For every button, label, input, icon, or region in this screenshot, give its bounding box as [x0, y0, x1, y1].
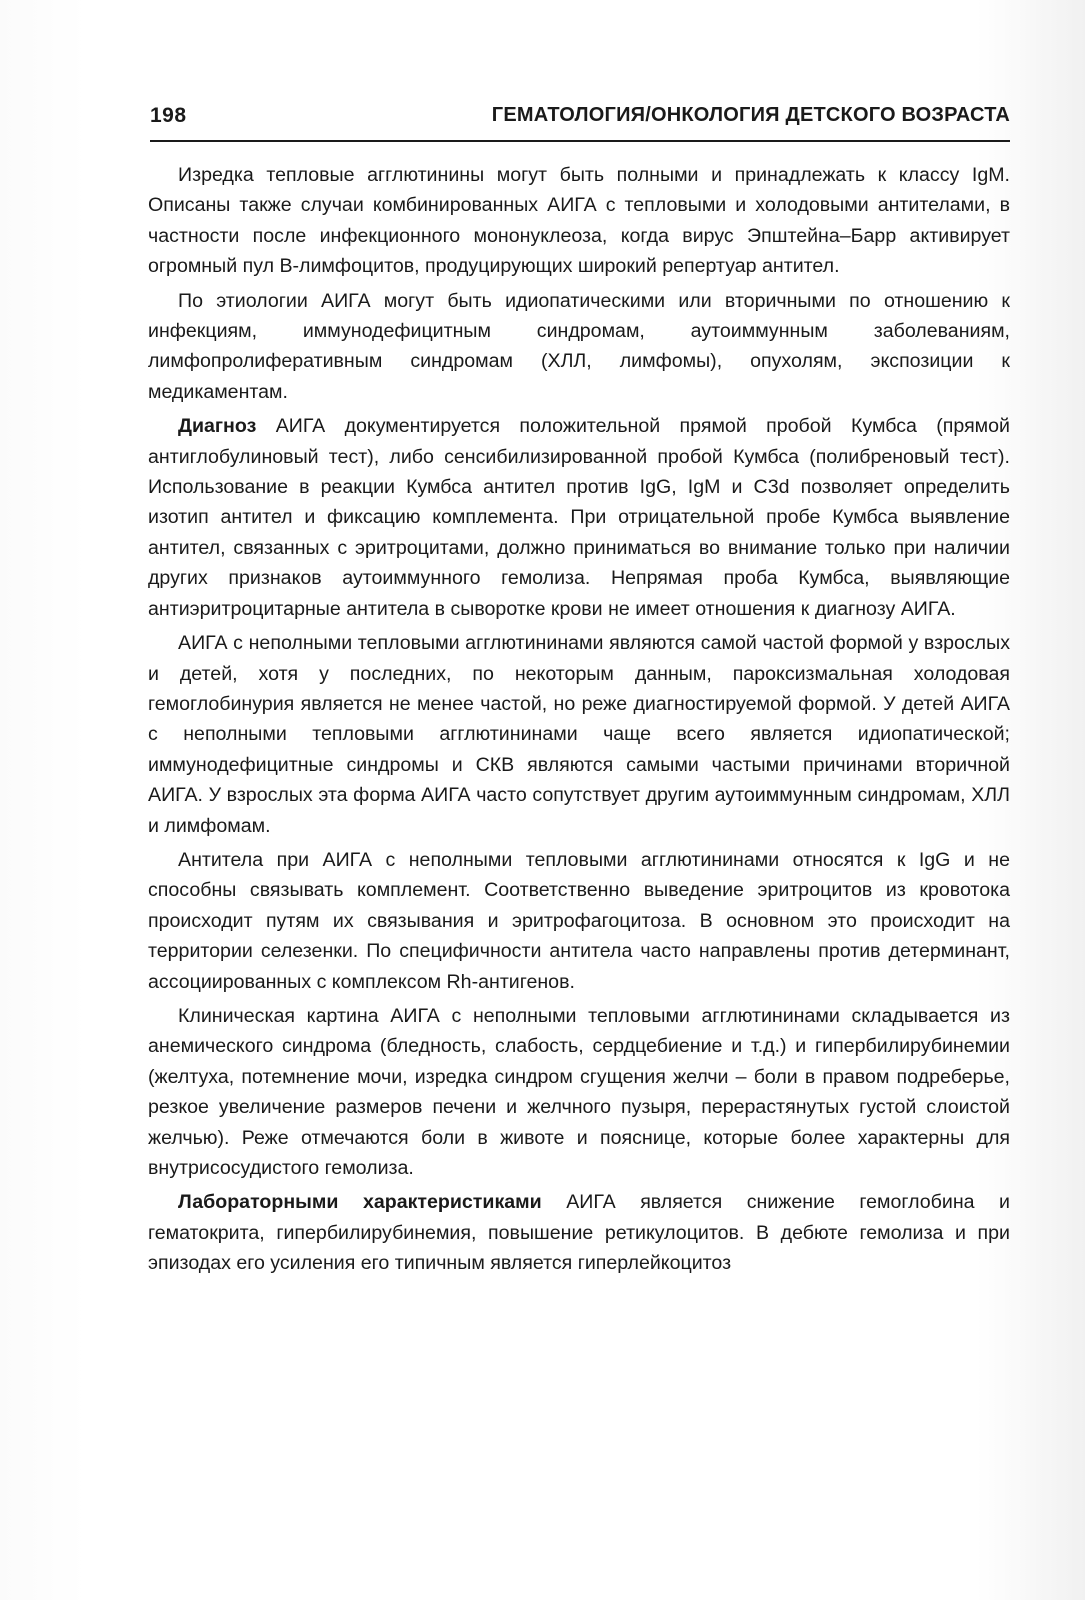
- paragraph-lead-term: Лабораторными характеристиками: [178, 1191, 542, 1214]
- paragraph: [148, 411, 1010, 624]
- paragraph-text: Клиническая картина АИГА с неполными тепловыми агглютининами складывается из анемического синдрома (бледность, слабость, сердцебиение и т.д.) и гипербилирубинемии (желтуха, потемнение мочи, изредка синдром сгущения желчи – боли в правом подреберье, резкое увеличение размеров печени и желчного пузыря, перерастянутых густой слоистой желчью). Реже отмечаются боли в животе и пояснице, которые более характерны для внутрисосудистого гемолиза.: [148, 1004, 1010, 1179]
- running-header: [150, 100, 1010, 142]
- paragraph-text: Изредка тепловые агглютинины могут быть полными и принадлежать к классу IgM. Описаны также случаи комбинированных АИГА с тепловыми и холодовыми антителами, в частности после инфекционного мононуклеоза, когда вирус Эпштейна–Барр активирует огромный пул В-лимфоцитов, продуцирующих широкий репертуар антител.: [148, 164, 1010, 278]
- paragraph: [148, 1001, 1010, 1183]
- page-number: 198: [150, 104, 187, 127]
- body-text: [148, 160, 1010, 1283]
- paragraph-text: Антитела при АИГА с неполными тепловыми агглютининами относятся к IgG и не способны связывать комплемент. Соответственно выведение эритроцитов из кровотока происходит путям их связывания и эритрофагоцитоза. В основном это происходит на территории селезенки. По специфичности антитела часто направлены против детерминант, ассоциированных с комплексом Rh-антигенов.: [148, 848, 1010, 993]
- paragraph: [148, 1187, 1010, 1278]
- paragraph: [148, 845, 1010, 997]
- paragraph-text: АИГА документируется положительной прямой пробой Кумбса (прямой антиглобулиновый тест), либо сенсибилизированной пробой Кумбса (полибреновый тест). Использование в реакции Кумбса антител против IgG, IgM и C3d позволяет определить изотип антител и фиксацию комплемента. При отрицательной пробе Кумбса выявление антител, связанных с эритроцитами, должно приниматься во внимание только при наличии других признаков аутоиммунного гемолиза. Непрямая проба Кумбса, выявляющие антиэритроцитарные антитела в сыворотке крови не имеет отношения к диагнозу АИГА.: [148, 415, 1010, 620]
- running-title: ГЕМАТОЛОГИЯ/ОНКОЛОГИЯ ДЕТСКОГО ВОЗРАСТА: [491, 104, 1010, 126]
- paragraph: [148, 286, 1010, 408]
- paragraph-text: АИГА является снижение гемоглобина и гематокрита, гипербилирубинемия, повышение ретикулоцитов. В дебюте гемолиза и при эпизодах его усиления его типичным является гиперлейкоцитоз: [148, 1191, 1010, 1275]
- paragraph-lead-term: Диагноз: [178, 415, 257, 438]
- paragraph-text: По этиологии АИГА могут быть идиопатическими или вторичными по отношению к инфекциям, иммунодефицитным синдромам, аутоиммунным заболеваниям, лимфопролиферативным синдромам (ХЛЛ, лимфомы), опухолям, экспозиции к медикаментам.: [148, 289, 1010, 403]
- paragraph: [148, 628, 1010, 841]
- paragraph-text: АИГА с неполными тепловыми агглютининами являются самой частой формой у взрослых и детей, хотя у последних, по некоторым данным, пароксизмальная холодовая гемоглобинурия является не менее частой, но реже диагностируемой формой. У детей АИГА с неполными тепловыми агглютининами чаще всего является идиопатической; иммунодефицитные синдромы и СКВ являются самыми частыми причинами вторичной АИГА. У взрослых эта форма АИГА часто сопутствует другим аутоиммунным синдромам, ХЛЛ и лимфомам.: [148, 632, 1010, 837]
- paragraph: [148, 160, 1010, 282]
